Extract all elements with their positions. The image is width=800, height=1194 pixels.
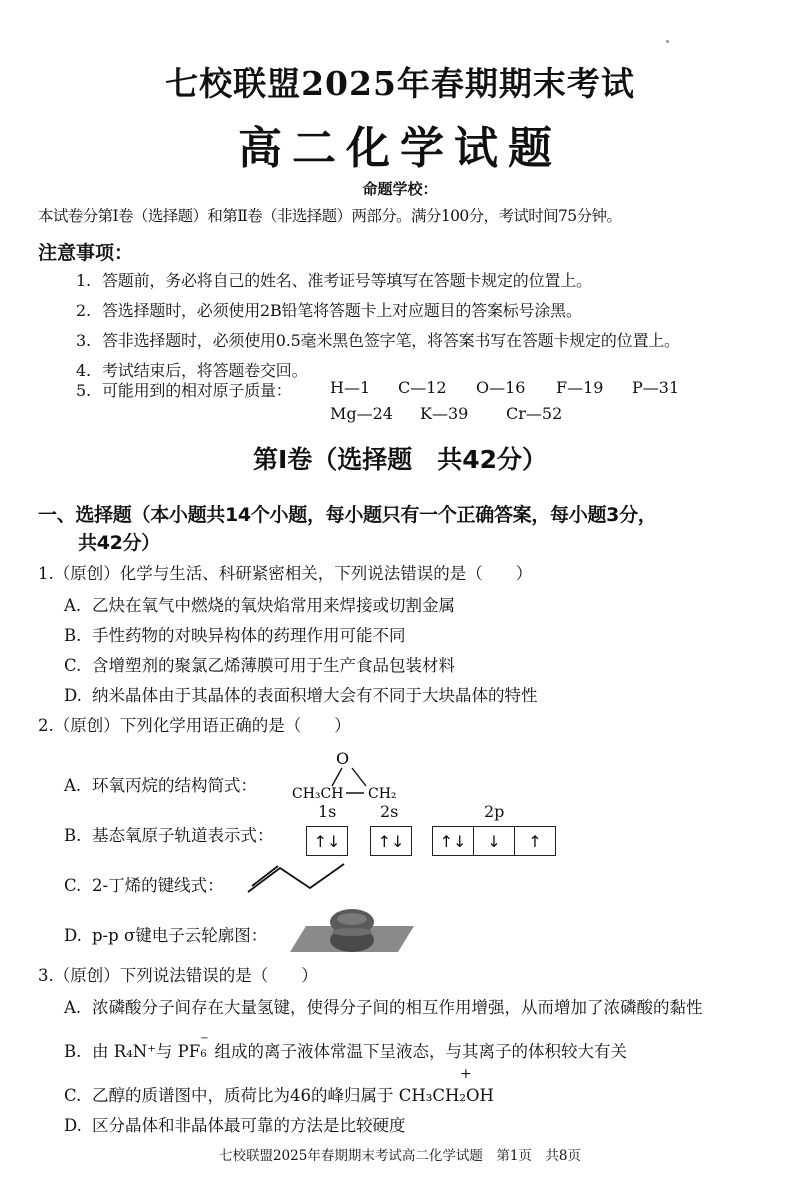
- atomic-mass: F—19: [556, 378, 604, 397]
- question-option: [64, 592, 455, 616]
- question-stem: 2.（原创）下列化学用语正确的是（ ）: [38, 716, 351, 735]
- option-label: B.: [64, 826, 82, 845]
- option-text-pre: 由 R₄N⁺与 PF: [92, 1042, 201, 1061]
- note-number: 2.: [76, 301, 91, 320]
- section-heading-cont: 共42分）: [78, 532, 160, 554]
- option-text-post: 组成的离子液体常温下呈液态，与其离子的体积较大有关: [209, 1042, 627, 1061]
- volume-heading: 第Ⅰ卷（选择题 共42分）: [252, 445, 548, 474]
- option-label: D.: [64, 1116, 82, 1135]
- orbital-label-2s: 2s: [380, 802, 399, 821]
- epoxide-structure: [290, 740, 420, 802]
- ion-script: [200, 1033, 209, 1060]
- ion-charge: −: [200, 1033, 209, 1044]
- option-label: A.: [64, 596, 82, 615]
- option-label: C.: [64, 876, 82, 895]
- question-option: [64, 652, 455, 676]
- atomic-mass: Cr—52: [506, 404, 563, 423]
- school-label: 命题学校：: [362, 180, 438, 198]
- exam-subtitle: 高二化学试题: [238, 123, 562, 174]
- atomic-mass: K—39: [420, 404, 469, 423]
- note-item: [76, 268, 592, 291]
- butene-skeletal-formula: [244, 858, 352, 898]
- option-text: 纳米晶体由于其晶体的表面积增大会有不同于大块晶体的特性: [92, 686, 538, 705]
- option-label: D.: [64, 926, 82, 945]
- orbital-label-1s: 1s: [318, 802, 337, 821]
- orbital-label-2p: 2p: [484, 802, 505, 821]
- question-option: [64, 1112, 406, 1136]
- option-text: 手性药物的对映异构体的药理作用可能不同: [92, 626, 406, 645]
- exam-title: 七校联盟2025年春期期末考试: [165, 64, 635, 103]
- question-option: [64, 682, 538, 706]
- note-text: 考试结束后，将答题卷交回。: [102, 361, 308, 380]
- scan-dot: [666, 40, 669, 43]
- ion-subscript: 6: [200, 1049, 207, 1060]
- epoxide-bond-left: [332, 768, 342, 786]
- note-number: 1.: [76, 271, 91, 290]
- orbital-cell: ↑: [528, 831, 542, 851]
- option-label: B.: [64, 1042, 82, 1061]
- option-label: B.: [64, 626, 82, 645]
- atomic-mass: P—31: [632, 378, 680, 397]
- option-text: p-p σ键电子云轮廓图：: [92, 926, 268, 945]
- question-option: [64, 772, 257, 796]
- orbital-cell: ↑↓: [433, 827, 474, 855]
- atomic-mass: O—16: [476, 378, 526, 397]
- orbital-box-2s: [370, 826, 412, 856]
- question-option: [64, 922, 267, 946]
- atomic-mass: C—12: [398, 378, 447, 397]
- note-text: 答选择题时，必须使用2B铅笔将答题卡上对应题目的答案标号涂黑。: [102, 301, 582, 320]
- option-label: C.: [64, 656, 82, 675]
- question-stem: 3.（原创）下列说法错误的是（ ）: [38, 966, 318, 985]
- epoxide-oxygen: O: [336, 749, 350, 768]
- option-text: 乙炔在氧气中燃烧的氧炔焰常用来焊接或切割金属: [92, 596, 455, 615]
- orbital-cell: ↑↓: [313, 831, 341, 851]
- orbital-box-2p: [432, 826, 556, 856]
- question-option: [64, 622, 406, 646]
- note-number: 5.: [76, 381, 91, 400]
- note-text: 可能用到的相对原子质量：: [102, 381, 292, 400]
- orbital-box-1s: [306, 826, 348, 856]
- note-text: 答题前，务必将自己的姓名、准考证号等填写在答题卡规定的位置上。: [102, 271, 592, 290]
- note-number: 3.: [76, 331, 91, 350]
- electron-cloud-waist: [332, 928, 372, 936]
- note-item: [76, 378, 292, 401]
- option-text: 浓磷酸分子间存在大量氢键，使得分子间的相互作用增强，从而增加了浓磷酸的黏性: [92, 998, 703, 1017]
- section-heading: 一、选择题（本小题共14个小题，每小题只有一个正确答案，每小题3分，: [38, 504, 657, 526]
- option-text: 2-丁烯的键线式：: [92, 876, 224, 895]
- note-item: [76, 328, 680, 351]
- epoxide-left-group: CH₃CH: [292, 786, 344, 802]
- question-option: [64, 1033, 627, 1062]
- atomic-mass: H—1: [330, 378, 371, 397]
- question-option: [64, 994, 703, 1018]
- option-text: 含增塑剂的聚氯乙烯薄膜可用于生产食品包装材料: [92, 656, 455, 675]
- exam-intro: 本试卷分第Ⅰ卷（选择题）和第Ⅱ卷（非选择题）两部分。满分100分，考试时间75分钟。: [38, 207, 622, 225]
- option-label: A.: [64, 998, 82, 1017]
- note-item: [76, 298, 582, 321]
- butene-double-bond: [252, 866, 278, 886]
- question-stem: 1.（原创）化学与生活、科研紧密相关，下列说法错误的是（ ）: [38, 564, 533, 583]
- option-label: D.: [64, 686, 82, 705]
- option-text: 区分晶体和非晶体最可靠的方法是比较硬度: [92, 1116, 406, 1135]
- cation-plus-sign: +: [460, 1066, 472, 1082]
- question-option: [64, 822, 274, 846]
- option-label: C.: [64, 1086, 82, 1105]
- orbital-cell: ↑↓: [377, 831, 405, 851]
- note-text: 答非选择题时，必须使用0.5毫米黑色签字笔，将答案书写在答题卡规定的位置上。: [102, 331, 680, 350]
- atomic-mass: Mg—24: [330, 404, 393, 423]
- page-footer: 七校联盟2025年春期期末考试高二化学试题 第1页 共8页: [218, 1148, 582, 1164]
- note-number: 4.: [76, 361, 91, 380]
- epoxide-right-group: CH₂: [368, 786, 397, 802]
- electron-cloud-highlight: [337, 913, 367, 925]
- epoxide-bond-right: [352, 768, 366, 786]
- sigma-bond-cloud-diagram: [286, 906, 418, 958]
- question-option: [64, 872, 224, 896]
- notes-heading: 注意事项：: [38, 242, 134, 264]
- option-label: A.: [64, 776, 82, 795]
- question-option: [64, 1082, 494, 1106]
- option-text: 环氧丙烷的结构简式：: [92, 776, 257, 795]
- orbital-cell: ↓: [474, 827, 515, 855]
- option-text: 基态氧原子轨道表示式：: [92, 826, 274, 845]
- option-text: 乙醇的质谱图中，质荷比为46的峰归属于 CH₃CH₂OH: [92, 1086, 494, 1105]
